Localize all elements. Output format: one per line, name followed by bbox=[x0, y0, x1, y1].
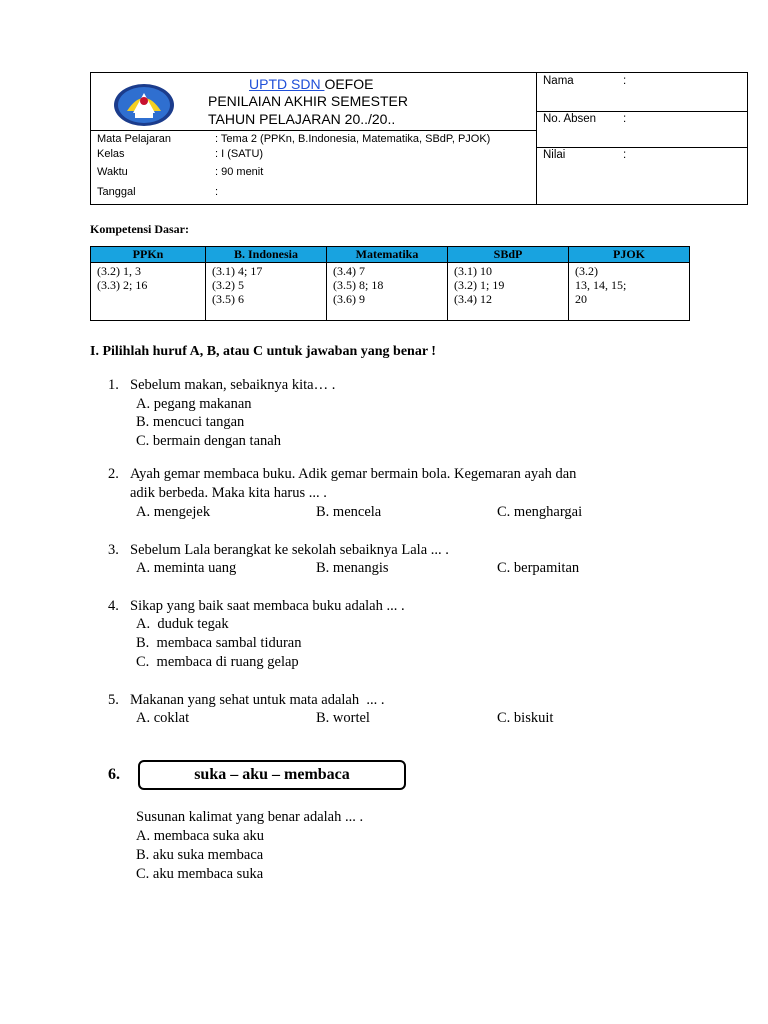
option: A. mengejek bbox=[136, 504, 211, 520]
divider bbox=[91, 130, 536, 131]
option: A. pegang makanan bbox=[136, 396, 252, 412]
exam-title: PENILAIAN AKHIR SEMESTER bbox=[208, 93, 408, 109]
question-5 bbox=[108, 691, 384, 710]
question-2 bbox=[108, 465, 576, 484]
cell-line: (3.2) bbox=[575, 264, 598, 278]
info-class bbox=[97, 148, 264, 160]
competency-table bbox=[90, 246, 690, 321]
option: A. coklat bbox=[136, 710, 190, 726]
cell-line: (3.1) 10 bbox=[454, 264, 492, 278]
question-number: 6. bbox=[108, 766, 120, 783]
field-colon: : bbox=[623, 75, 627, 87]
option: B. membaca sambal tiduran bbox=[136, 635, 302, 651]
field-label: No. Absen bbox=[543, 113, 597, 125]
table-cell bbox=[448, 263, 569, 321]
section-title: I. Pilihlah huruf A, B, atau C untuk jawaban yang benar ! bbox=[90, 344, 436, 359]
cell-line: (3.2) 1, 3 bbox=[97, 264, 141, 278]
question-text-cont: adik berbeda. Maka kita harus ... . bbox=[130, 485, 327, 501]
option: A. membaca suka aku bbox=[136, 828, 265, 844]
divider bbox=[536, 147, 747, 148]
cell-line: (3.1) 4; 17 bbox=[212, 264, 263, 278]
cell-line: (3.2) 1; 19 bbox=[454, 278, 505, 292]
field-label: Nilai bbox=[543, 149, 566, 161]
cell-line: (3.5) 8; 18 bbox=[333, 278, 384, 292]
field-colon: : bbox=[623, 113, 627, 125]
option: A. meminta uang bbox=[136, 560, 237, 576]
option: C. menghargai bbox=[497, 504, 583, 520]
question-number: 1. bbox=[108, 377, 119, 393]
word-box: suka – aku – membaca bbox=[138, 760, 406, 790]
cell-line: (3.3) 2; 16 bbox=[97, 278, 148, 292]
field-label: Nama bbox=[543, 75, 574, 87]
absent-number-field[interactable] bbox=[543, 113, 627, 125]
school-name bbox=[249, 76, 373, 92]
table-cell bbox=[206, 263, 327, 321]
question-1 bbox=[108, 376, 335, 395]
option: B. mencela bbox=[316, 504, 382, 520]
info-value: : bbox=[215, 186, 219, 198]
school-name-rest: OEFOE bbox=[324, 76, 374, 92]
option: C. membaca di ruang gelap bbox=[136, 654, 299, 670]
info-label: Kelas bbox=[97, 148, 125, 160]
question-4 bbox=[108, 597, 405, 616]
cell-line: 13, 14, 15; bbox=[575, 278, 627, 292]
divider bbox=[536, 73, 537, 204]
table-header: SBdP bbox=[448, 247, 569, 263]
question-text: Susunan kalimat yang benar adalah ... . bbox=[136, 809, 364, 825]
cell-line: (3.4) 12 bbox=[454, 292, 492, 306]
option: B. menangis bbox=[316, 560, 389, 576]
exam-year: TAHUN PELAJARAN 20../20.. bbox=[208, 111, 396, 127]
info-value: : I (SATU) bbox=[215, 148, 264, 160]
cell-line: (3.5) 6 bbox=[212, 292, 244, 306]
table-header: PJOK bbox=[569, 247, 690, 263]
option: A. duduk tegak bbox=[136, 616, 229, 632]
question-number: 3. bbox=[108, 542, 119, 558]
info-label: Mata Pelajaran bbox=[97, 133, 171, 145]
score-field[interactable] bbox=[543, 149, 627, 161]
info-label: Tanggal bbox=[97, 186, 136, 198]
cell-line: (3.6) 9 bbox=[333, 292, 365, 306]
question-text: Ayah gemar membaca buku. Adik gemar bermain bola. Kegemaran ayah dan bbox=[130, 466, 577, 482]
competency-title: Kompetensi Dasar: bbox=[90, 222, 189, 236]
question-text: Sebelum Lala berangkat ke sekolah sebaiknya Lala ... . bbox=[130, 542, 449, 558]
question-text: Sikap yang baik saat membaca buku adalah ... . bbox=[130, 598, 405, 614]
info-label: Waktu bbox=[97, 166, 128, 178]
table-cell bbox=[327, 263, 448, 321]
question-text: Sebelum makan, sebaiknya kita… . bbox=[130, 377, 336, 393]
question-number: 4. bbox=[108, 598, 119, 614]
question-3 bbox=[108, 541, 449, 560]
cell-line: 20 bbox=[575, 292, 587, 306]
option: B. aku suka membaca bbox=[136, 847, 264, 863]
info-date bbox=[97, 186, 219, 198]
school-link[interactable]: UPTD SDN bbox=[249, 76, 325, 92]
name-field[interactable] bbox=[543, 75, 627, 87]
table-header: PPKn bbox=[91, 247, 206, 263]
option: B. wortel bbox=[316, 710, 370, 726]
cell-line: (3.4) 7 bbox=[333, 264, 365, 278]
option: B. mencuci tangan bbox=[136, 414, 245, 430]
question-number: 5. bbox=[108, 692, 119, 708]
info-value: : Tema 2 (PPKn, B.Indonesia, Matematika, SBdP, PJOK) bbox=[215, 133, 491, 145]
info-value: : 90 menit bbox=[215, 166, 264, 178]
question-text: Makanan yang sehat untuk mata adalah ... . bbox=[130, 692, 385, 708]
question-number: 2. bbox=[108, 466, 119, 482]
option: C. biskuit bbox=[497, 710, 554, 726]
table-header: Matematika bbox=[327, 247, 448, 263]
table-cell bbox=[569, 263, 690, 321]
table-cell bbox=[91, 263, 206, 321]
option: C. berpamitan bbox=[497, 560, 580, 576]
table-header: B. Indonesia bbox=[206, 247, 327, 263]
cell-line: (3.2) 5 bbox=[212, 278, 244, 292]
tut-wuri-handayani-logo bbox=[113, 83, 175, 127]
field-colon: : bbox=[623, 149, 627, 161]
option: C. bermain dengan tanah bbox=[136, 433, 281, 449]
exam-header-box bbox=[90, 72, 748, 205]
info-time bbox=[97, 166, 264, 178]
option: C. aku membaca suka bbox=[136, 866, 264, 882]
divider bbox=[536, 111, 747, 112]
info-subject bbox=[97, 133, 491, 145]
